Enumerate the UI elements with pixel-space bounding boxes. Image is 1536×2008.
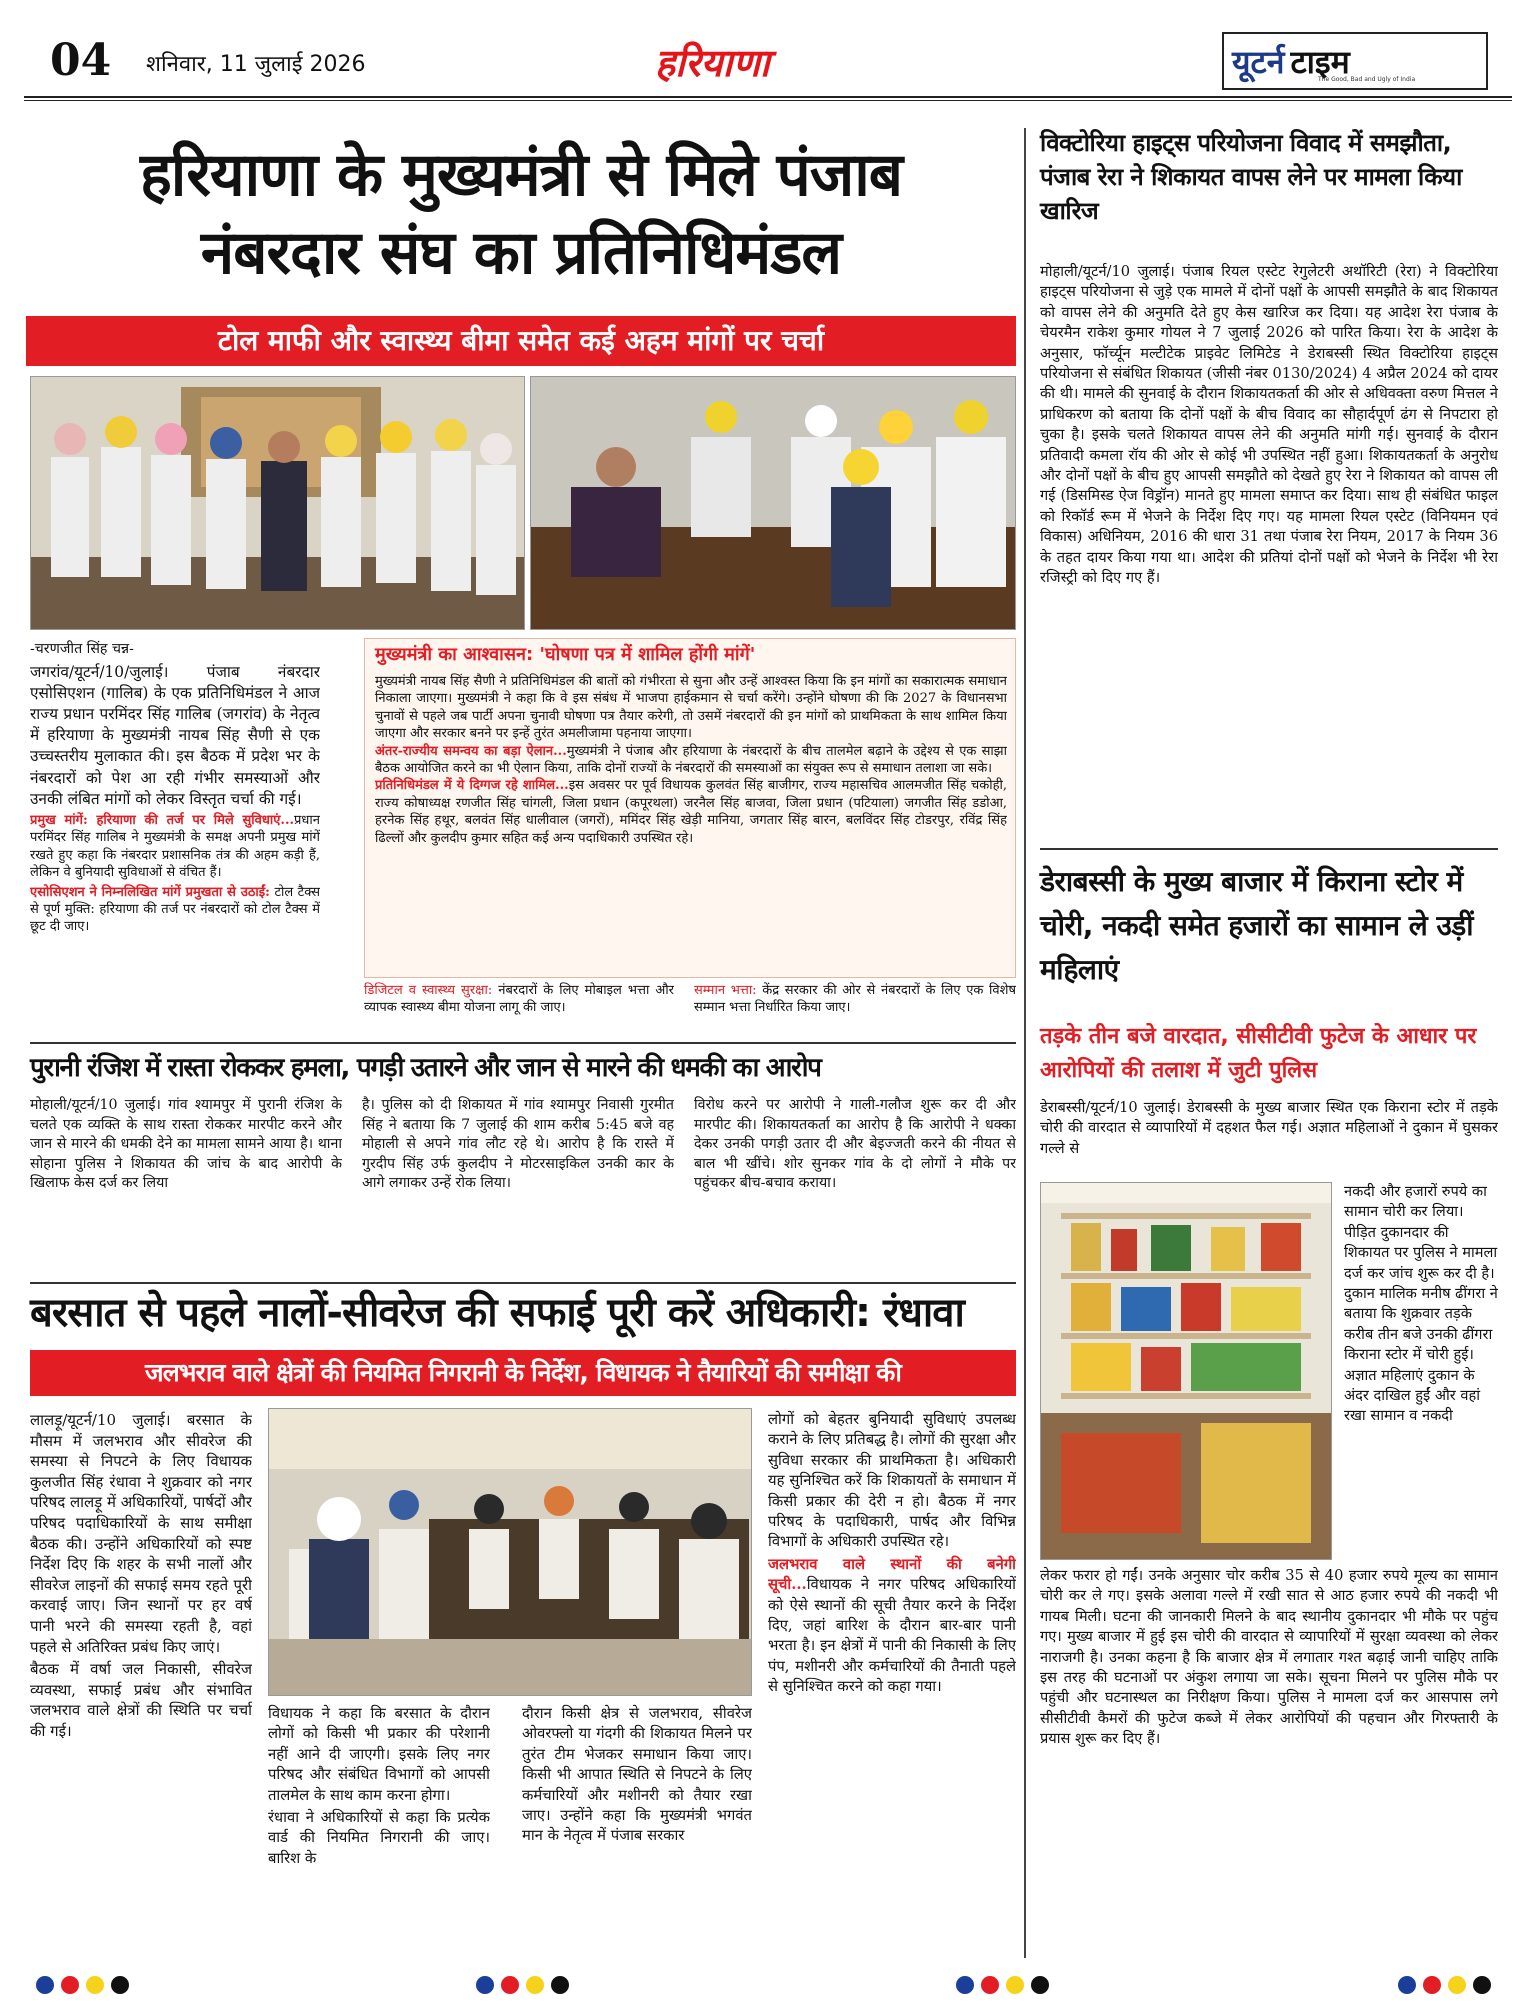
dot-red (981, 1976, 999, 1994)
right2-rule (1040, 848, 1498, 850)
lead-subhead: टोल माफी और स्वास्थ्य बीमा समेत कई अहम मांगों पर चर्चा (26, 316, 1016, 366)
story3-col-3: दौरान किसी क्षेत्र से जलभराव, सीवरेज ओवरफ्लो या गंदगी की शिकायत मिलने पर तुरंत टीम भेजकर समाधान किया जाए। किसी भी आपात स्थिति से निपटने के लिए कर्मचारियों और मशीनरी को तैयार रखा जाए। उन्होंने कहा कि मुख्यमंत्री भगवंत मान के नेतृत्व में पंजाब सरकार (522, 1705, 752, 1845)
story2-col-2: है। पुलिस को दी शिकायत में गांव श्यामपुर निवासी गुरमीत सिंह ने बताया कि 7 जुलाई की शाम करीब 5:45 बजे वह मोहाली से अपने गांव लौट रहे थे। आरोप है कि रास्ते में गुरदीप सिंह उर्फ कुलदीप ने मोटरसाइकिल उनकी कार के आगे लगाकर उन्हें रोक लिया। (362, 1097, 674, 1192)
lead-box-para-2: मुख्यमंत्री ने पंजाब और हरियाणा के नंबरदारों के बीच तालमेल बढ़ाने के उद्देश्य से एक साझा बैठक आयोजित करने का भी ऐलान किया, ताकि दोनों राज्यों के नंबरदारों की समस्याओं का संयुक्त रूप से समाधान तलाशा जा सके। (375, 743, 1007, 777)
logo-tagline: The Good, Bad and Ugly of India (1318, 76, 1416, 83)
header-rule (24, 96, 1512, 98)
lead-kicker-1: प्रमुख मांगें: हरियाणा की तर्ज पर मिले सुविधाएं... (30, 813, 295, 829)
lead-kicker-2-text: टोल टैक्स से पूर्ण मुक्ति: हरियाणा की तर्ज पर नंबरदारों को टोल टैक्स में छूट दी जाए। (30, 884, 320, 935)
lead-photo-1 (30, 376, 525, 630)
issue-date: शनिवार, 11 जुलाई 2026 (146, 52, 366, 77)
lead-footnote-2-kicker: सम्मान भत्ता: (694, 983, 757, 998)
right2-subhead: तड़के तीन बजे वारदात, सीसीटीवी फुटेज के आधार पर आरोपियों की तलाश में जुटी पुलिस (1040, 1024, 1477, 1083)
dot-red (501, 1976, 519, 1994)
lead-footnote-2-text: केंद्र सरकार की ओर से नंबरदारों के लिए एक विशेष सम्मान भत्ता निर्धारित किया जाए। (694, 983, 1016, 1016)
story3-col-1 (30, 1410, 252, 1910)
lead-info-box (364, 638, 1016, 978)
lead-footnote-1 (364, 982, 674, 1026)
lead-byline: -चरणजीत सिंह चन्न- (30, 641, 134, 657)
story3-col-1-para-2: बैठक में वर्षा जल निकासी, सीवरेज व्यवस्था, सफाई प्रबंध और संभावित जलभराव वाले क्षेत्रों की स्थिति पर चर्चा की गई। (30, 1660, 252, 1740)
dot-blue (36, 1976, 54, 1994)
story3-photo (268, 1408, 752, 1696)
dot-blue (476, 1976, 494, 1994)
dot-black (111, 1976, 129, 1994)
story3-col-4-para: लोगों को बेहतर बुनियादी सुविधाएं उपलब्ध कराने के लिए प्रतिबद्ध है। लोगों की सुरक्षा और सुविधा सरकार की प्राथमिकता है। अधिकारी यह सुनिश्चित करें कि शिकायतों के समाधान में किसी प्रकार की देरी न हो। बैठक में नगर परिषद के पदाधिकारी, पार्षद और विभिन्न विभागों के अधिकारी उपस्थित रहे। (768, 1411, 1016, 1551)
page-number: 04 (50, 35, 112, 86)
dot-yellow (1006, 1976, 1024, 1994)
story2-col-1: मोहाली/यूटर्न/10 जुलाई। गांव श्यामपुर में पुरानी रंजिश के चलते एक व्यक्ति के साथ रास्ता रोककर मारपीट करने और जान से मारने की धमकी देने का मामला सामने आया है। थाना सोहाना पुलिस ने शिकायत की जांच के बाद आरोपी के खिलाफ केस दर्ज कर लिया (30, 1097, 342, 1192)
story3-col-1-para: लालड़ू/यूटर्न/10 जुलाई। बरसात के मौसम में जलभराव और सीवरेज की समस्या से निपटने के लिए विधायक कुलजीत सिंह रंधावा ने शुक्रवार को नगर परिषद लालड़ू में अधिकारियों, पार्षदों और परिषद पदाधिकारियों के साथ समीक्षा बैठक की। उन्होंने अधिकारियों को स्पष्ट निर्देश दिए कि शहर के सभी नालों और सीवरेज लाइनों की सफाई समय रहते पूरी करवाई जाए। जिन स्थानों पर हर वर्ष पानी भरने की समस्या रहती है, वहां पहले से अतिरिक्त प्रबंध किए जाएं। (30, 1411, 252, 1656)
story2-col-3: विरोध करने पर आरोपी ने गाली-गलौज शुरू कर दी और मारपीट की। शिकायतकर्ता का आरोप है कि आरोपी ने धक्का देकर उनकी पगड़ी उतार दी और बेइज्जती करने की नीयत से बाल भी खींचे। शोर सुनकर गांव के दो लोगों ने मौके पर पहुंचकर बीच-बचाव कराया। (694, 1097, 1016, 1192)
story3-col-4-kicker: जलभराव वाले स्थानों की बनेगी सूची... (768, 1555, 1016, 1594)
lead-footnote-2 (694, 982, 1016, 1026)
footer-dots-center (476, 1976, 569, 1994)
lead-box-para-1: मुख्यमंत्री नायब सिंह सैणी ने प्रतिनिधिमंडल की बातों को गंभीरता से सुना और उन्हें आश्वस्त किया कि इन मांगों का सकारात्मक समाधान निकाला जाएगा। मुख्यमंत्री ने कहा कि वे इस संबंध में भाजपा हाईकमान से चर्चा करेंगे। उन्होंने घोषणा की कि 2027 के विधानसभा चुनावों से पहले जब पार्टी अपना चुनावी घोषणा पत्र तैयार करेगी, तो उसमें नंबरदारों की इन मांगों को प्राथमिकता के साथ शामिल किया जाएगा और सरकार बनने पर इन्हें तुरंत अमलीजामा पहनाया जाएगा। (375, 674, 1007, 742)
lead-article-column (30, 640, 320, 1060)
right1-headline: विक्टोरिया हाइट्स परियोजना विवाद में समझौता, पंजाब रेरा ने शिकायत वापस लेने पर मामला किया खारिज (1040, 129, 1462, 225)
dot-black (551, 1976, 569, 1994)
right1-body: मोहाली/यूटर्न/10 जुलाई। पंजाब रियल एस्टेट रेगुलेटरी अथॉरिटी (रेरा) ने विक्टोरिया हाइट्स परियोजना से जुड़े एक मामले में दोनों पक्षों के आपसी समझौते के बाद शिकायत को वापस लेने की अनुमति देते हुए केस खारिज कर दिया। यह आदेश रेरा पंजाब के चेयरमैन राकेश कुमार गोयल ने 7 जुलाई 2026 को पारित किया। रेरा के आदेश के अनुसार, फॉर्च्यून मल्टीटेक प्राइवेट लिमिटेड ने डेराबस्सी स्थित विक्टोरिया हाइट्स परियोजना से संबंधित शिकायत (जीसी नंबर 0130/2024) 4 अप्रैल 2024 को दायर की थी। मामले की सुनवाई के दौरान शिकायतकर्ता की ओर से अधिवक्ता वरुण मित्तल ने प्राधिकरण को बताया कि दोनों पक्षों के बीच विवाद का सौहार्दपूर्ण ढंग से निपटारा हो चुका है। इसके चलते शिकायत वापस लेने की अनुमति मांगी गई। सुनवाई के दौरान प्रतिवादी कमला रॉय की ओर से कोई भी उपस्थित नहीं हुआ। शिकायतकर्ता के अनुरोध और दोनों पक्षों के बीच हुए आपसी समझौते को देखते हुए रेरा ने शिकायत को वापस ली गई (डिसमिस्ड ऐज विड्रॉन) मानते हुए मामला समाप्त कर दिया। साथ ही संबंधित फाइल को रिकॉर्ड रूम में भेजने के निर्देश दिए गए। यह मामला रियल एस्टेट (विनियमन एवं विकास) अधिनियम, 2016 की धारा 31 तथा पंजाब रेरा नियम, 2017 के नियम 36 के तहत दायर किया गया था। आदेश की प्रतियां दोनों पक्षों को भेजने के निर्देश भी रेरा रजिस्ट्री को दिए गए हैं। (1040, 263, 1498, 587)
right2-headline: डेराबस्सी के मुख्य बाजार में किराना स्टोर में चोरी, नकदी समेत हजारों का सामान ले उड़ीं महिलाएं (1040, 865, 1474, 986)
story3-col-4-para-2: विधायक ने नगर परिषद अधिकारियों को ऐसे स्थानों की सूची तैयार करने के निर्देश दिए, जहां बारिश के दौरान बार-बार पानी भरता है। इन क्षेत्रों में पानी की निकासी के लिए पंप, मशीनरी और कर्मचारियों की तैनाती पहले से सुनिश्चित करने को कहा गया। (768, 1576, 1016, 1696)
dot-yellow (1448, 1976, 1466, 1994)
story3-headline: बरसात से पहले नालों-सीवरेज की सफाई पूरी करें अधिकारी: रंधावा (30, 1290, 964, 1336)
right2-intro: डेराबस्सी/यूटर्न/10 जुलाई। डेराबस्सी के मुख्य बाजार स्थित एक किराना स्टोर में तड़के चोरी की वारदात से व्यापारियों में दहशत फैल गई। अज्ञात महिलाओं ने दुकान में घुसकर गल्ले से (1040, 1099, 1498, 1157)
column-divider (1024, 128, 1026, 1958)
story3-col-2 (268, 1704, 490, 1914)
logo-part-2: टाइम (1290, 42, 1350, 81)
lead-headline-line-1: हरियाणा के मुख्यमंत्री से मिले पंजाब (139, 140, 903, 210)
dot-black (1031, 1976, 1049, 1994)
lead-box-kicker-3: प्रतिनिधिमंडल में ये दिग्गज रहे शामिल... (375, 778, 569, 794)
right2-side-text: नकदी और हजारों रुपये का सामान चोरी कर लिया। पीड़ित दुकानदार की शिकायत पर पुलिस ने मामला दर्ज कर जांच शुरू कर दी है। दुकान मालिक मनीष ढींगरा ने बताया कि शुक्रवार तड़के करीब तीन बजे उनकी ढींगरा किराना स्टोर में चोरी हुई। अज्ञात महिलाएं दुकान के अंदर दाखिल हुईं और वहां रखा सामान व नकदी (1344, 1183, 1498, 1425)
lead-photo-2 (530, 376, 1016, 630)
lead-footnote-1-kicker: डिजिटल व स्वास्थ्य सुरक्षा: (364, 983, 493, 998)
story3-col-2-para: विधायक ने कहा कि बरसात के दौरान लोगों को किसी भी प्रकार की परेशानी नहीं आने दी जाएगी। इसके लिए नगर परिषद और संबंधित विभागों को आपसी तालमेल के साथ काम करना होगा। (268, 1705, 490, 1804)
story3-subhead: जलभराव वाले क्षेत्रों की नियमित निगरानी के निर्देश, विधायक ने तैयारियों की समीक्षा की (30, 1350, 1016, 1396)
right2-rest: लेकर फरार हो गईं। उनके अनुसार चोर करीब 35 से 40 हजार रुपये मूल्य का सामान चोरी कर ले गए। इसके अलावा गल्ले में रखी सात से आठ हजार रुपये की नकदी भी गायब मिली। घटना की जानकारी मिलने के बाद स्थानीय दुकानदार भी मौके पर पहुंच गए। मुख्य बाजार में हुई इस चोरी की वारदात से व्यापारियों में सुरक्षा व्यवस्था को लेकर नाराजगी है। उनका कहना है कि बाजार क्षेत्र में लगातार गश्त बढ़ाई जानी चाहिए ताकि इस तरह की घटनाओं पर अंकुश लगाया जा सके। सूचना मिलने पर पुलिस मौके पर पहुंची और घटनास्थल का निरीक्षण किया। पुलिस ने मामला दर्ज कर आसपास लगे सीसीटीवी कैमरों की फुटेज कब्जे में लेकर आरोपियों की पहचान और गिरफ्तारी के प्रयास शुरू कर दिए हैं। (1040, 1567, 1498, 1748)
lead-footnote-1-text: नंबरदारों के लिए मोबाइल भत्ता और व्यापक स्वास्थ्य बीमा योजना लागू की जाए। (364, 983, 674, 1016)
lead-headline-line-2: नंबरदार संघ का प्रतिनिधिमंडल (200, 218, 842, 288)
dot-red (1423, 1976, 1441, 1994)
dot-blue (956, 1976, 974, 1994)
story2-rule (30, 1042, 1016, 1044)
lead-kicker-1-text: प्रधान परमिंदर सिंह गालिब ने मुख्यमंत्री के समक्ष अपनी प्रमुख मांगें रखते हुए कहा कि नंबरदार प्रशासनिक तंत्र की अहम कड़ी हैं, लेकिन वे बुनियादी सुविधाओं से वंचित हैं। (30, 813, 320, 881)
lead-box-title: मुख्यमंत्री का आश्वासन: 'घोषणा पत्र में शामिल होंगी मांगें' (375, 644, 756, 665)
footer-dots-right-1 (956, 1976, 1049, 1994)
lead-body: जगरांव/यूटर्न/10/जुलाई। पंजाब नंबरदार एसोसिएशन (गालिब) के एक प्रतिनिधिमंडल ने आज राज्य प्रधान परमिंदर सिंह गालिब (जगरांव) के नेतृत्व में हरियाणा के मुख्यमंत्री नायब सिंह सैणी से एक उच्चस्तरीय मुलाकात की। इस बैठक में प्रदेश भर के नंबरदारों को पेश आ रही गंभीर समस्याओं और उनकी लंबित मांगों को लेकर विस्तृत चर्चा की गई। (30, 662, 320, 808)
dot-yellow (86, 1976, 104, 1994)
dot-black (1473, 1976, 1491, 1994)
footer-dots-left (36, 1976, 129, 1994)
story2-headline: पुरानी रंजिश में रास्ता रोककर हमला, पगड़ी उतारने और जान से मारने की धमकी का आरोप (30, 1053, 821, 1083)
lead-kicker-2: एसोसिएशन ने निम्नलिखित मांगें प्रमुखता से उठाईं: (30, 884, 270, 900)
lead-box-para-3: इस अवसर पर पूर्व विधायक कुलवंत सिंह बाजीगर, राज्य महासचिव आलमजीत सिंह चकोही, राज्य कोषाध्यक्ष रणजीत सिंह चांगली, जिला प्रधान (कपूरथला) जरनैल सिंह बाजवा, जिला प्रधान (पटियाला) जगजीत सिंह डडोआ, हरनेक सिंह हथूर, बलवंत सिंह धालीवाल (जगरों), ममिंदर सिंह खेड़ी मानिया, जगतार सिंह बारन, बलविंदर सिंह टोडरपुर, रविंद्र सिंह ढिल्लों और कुलदीप कुमार सहित कई अन्य पदाधिकारी उपस्थित रहे। (375, 778, 1007, 846)
header-rule-thin (24, 100, 1512, 101)
lead-box-kicker-2: अंतर-राज्यीय समन्वय का बड़ा ऐलान... (375, 743, 567, 759)
section-title: हरियाणा (655, 41, 770, 85)
logo-part-1: यूटर्न (1232, 42, 1285, 81)
dot-yellow (526, 1976, 544, 1994)
story3-col-4 (768, 1410, 1016, 1910)
right2-photo (1040, 1182, 1332, 1560)
footer-dots-right-2 (1398, 1976, 1491, 1994)
story3-col-2-para-2: रंधावा ने अधिकारियों से कहा कि प्रत्येक वार्ड की नियमित निगरानी की जाए। बारिश के (268, 1809, 490, 1867)
dot-red (61, 1976, 79, 1994)
dot-blue (1398, 1976, 1416, 1994)
